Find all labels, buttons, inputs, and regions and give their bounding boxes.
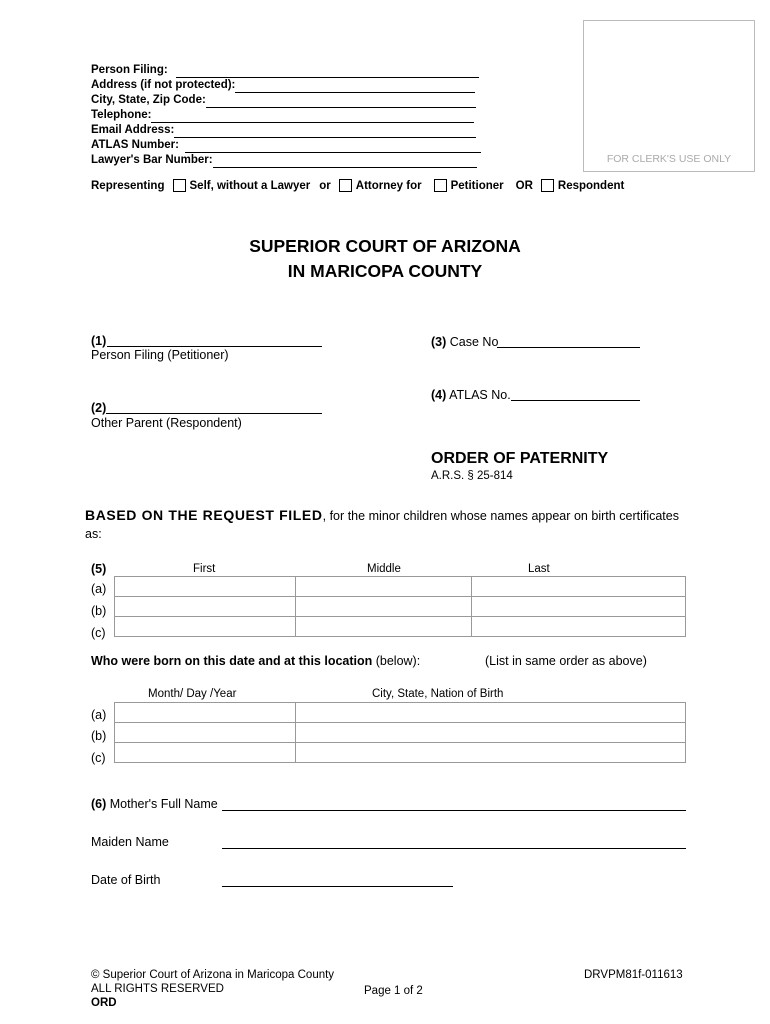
email-row (91, 123, 476, 138)
telephone-row (91, 108, 474, 123)
city-state-zip-row (91, 93, 476, 108)
table-row (115, 723, 686, 743)
intro-rest: , for the minor children whose names appear on birth certificates as: (85, 509, 679, 541)
person-filing-row (91, 63, 479, 78)
atlas-no-block (431, 388, 511, 402)
representing-label: Representing (91, 179, 165, 192)
atlas-no-num: (4) (431, 388, 447, 402)
or-label: or (319, 179, 331, 192)
atlas-no-field[interactable] (511, 400, 640, 401)
names-table-number: (5) (91, 562, 107, 576)
names-row-c-label: (c) (91, 626, 106, 640)
table-row (115, 617, 686, 637)
footer-form-id: DRVPM81f-011613 (584, 969, 683, 981)
petitioner-checkbox[interactable] (434, 179, 447, 192)
bar-number-row (91, 153, 477, 168)
col-middle: Middle (367, 563, 401, 575)
col-last: Last (528, 563, 550, 575)
col-first: First (193, 563, 216, 575)
birth-row-c-label: (c) (91, 751, 106, 765)
last-name-a[interactable] (472, 577, 686, 597)
self-checkbox[interactable] (173, 179, 186, 192)
birth-date-a[interactable] (115, 703, 296, 723)
case-number-num: (3) (431, 335, 447, 349)
mother-full-name-field[interactable] (222, 810, 686, 811)
last-name-b[interactable] (472, 597, 686, 617)
bar-number-label: Lawyer's Bar Number: (91, 154, 213, 166)
respondent-number: (2) (91, 401, 107, 415)
case-number-label: Case No (449, 335, 499, 349)
telephone-label: Telephone: (91, 109, 152, 121)
person-filing-label: Person Filing: (91, 64, 168, 76)
middle-name-a[interactable] (296, 577, 472, 597)
petitioner-number: (1) (91, 334, 107, 348)
email-field[interactable] (174, 125, 476, 138)
court-title-line2: IN MARICOPA COUNTY (287, 261, 483, 281)
col-date: Month/ Day /Year (148, 688, 237, 700)
case-number-block (431, 335, 498, 349)
first-name-c[interactable] (115, 617, 296, 637)
birth-place-a[interactable] (296, 703, 686, 723)
petitioner-block (91, 334, 106, 348)
mother-full-name-block (91, 797, 218, 811)
intro-paragraph (85, 506, 679, 543)
attorney-checkbox[interactable] (339, 179, 352, 192)
atlas-number-field[interactable] (185, 140, 481, 153)
atlas-number-label: ATLAS Number: (91, 139, 179, 151)
petitioner-label: Person Filing (Petitioner) (91, 348, 229, 362)
dob-field[interactable] (222, 886, 453, 887)
representing-row (91, 179, 624, 192)
self-label: Self, without a Lawyer (189, 179, 311, 192)
mother-number: (6) (91, 797, 107, 811)
city-state-zip-field[interactable] (206, 95, 476, 108)
footer-copyright: © Superior Court of Arizona in Maricopa County (91, 969, 335, 981)
address-label: Address (if not protected): (91, 79, 236, 91)
person-filing-field[interactable] (176, 65, 479, 78)
petitioner-label: Petitioner (450, 179, 504, 192)
middle-name-b[interactable] (296, 597, 472, 617)
respondent-label: Other Parent (Respondent) (91, 416, 242, 430)
clerk-use-box (583, 20, 755, 172)
address-row (91, 78, 475, 93)
last-name-c[interactable] (472, 617, 686, 637)
respondent-checkbox[interactable] (541, 179, 554, 192)
address-field[interactable] (235, 80, 475, 93)
birth-date-c[interactable] (115, 743, 296, 763)
case-number-field[interactable] (497, 347, 640, 348)
birth-heading-bold: Who were born on this date and at this location (91, 654, 373, 668)
names-row-b-label: (b) (91, 604, 107, 618)
birth-note: (List in same order as above) (485, 654, 647, 668)
table-row (115, 743, 686, 763)
footer-page: Page 1 of 2 (364, 985, 423, 997)
petitioner-name-field[interactable] (107, 346, 322, 347)
maiden-name-field[interactable] (222, 848, 686, 849)
telephone-field[interactable] (151, 110, 474, 123)
or-upper-label: OR (515, 179, 533, 192)
intro-bold: BASED ON THE REQUEST FILED (85, 507, 323, 523)
attorney-label: Attorney for (355, 179, 422, 192)
col-birthplace: City, State, Nation of Birth (372, 688, 504, 700)
birth-row-b-label: (b) (91, 729, 107, 743)
maiden-name-label: Maiden Name (91, 835, 169, 849)
table-row (115, 577, 686, 597)
email-label: Email Address: (91, 124, 175, 136)
footer-ord: ORD (91, 997, 117, 1009)
city-state-zip-label: City, State, Zip Code: (91, 94, 206, 106)
birth-place-b[interactable] (296, 723, 686, 743)
court-title-line1: SUPERIOR COURT OF ARIZONA (249, 236, 521, 256)
mother-full-name-label: Mother's Full Name (109, 797, 218, 811)
respondent-name-field[interactable] (106, 413, 322, 414)
birth-heading (91, 654, 420, 668)
respondent-label: Respondent (557, 179, 625, 192)
birth-date-b[interactable] (115, 723, 296, 743)
footer-rights: ALL RIGHTS RESERVED (91, 983, 224, 995)
bar-number-field[interactable] (213, 155, 477, 168)
first-name-a[interactable] (115, 577, 296, 597)
clerk-use-label: FOR CLERK'S USE ONLY (606, 153, 732, 165)
atlas-number-row (91, 138, 481, 153)
table-row (115, 597, 686, 617)
birth-place-c[interactable] (296, 743, 686, 763)
table-row (115, 703, 686, 723)
birth-heading-normal: (below): (372, 654, 421, 668)
middle-name-c[interactable] (296, 617, 472, 637)
names-table (114, 576, 686, 637)
names-row-a-label: (a) (91, 582, 107, 596)
first-name-b[interactable] (115, 597, 296, 617)
dob-label: Date of Birth (91, 873, 161, 887)
atlas-no-label: ATLAS No. (449, 388, 511, 402)
order-title: ORDER OF PATERNITY (431, 450, 609, 467)
order-statute: A.R.S. § 25-814 (431, 470, 513, 482)
birth-row-a-label: (a) (91, 708, 107, 722)
birth-table (114, 702, 686, 763)
